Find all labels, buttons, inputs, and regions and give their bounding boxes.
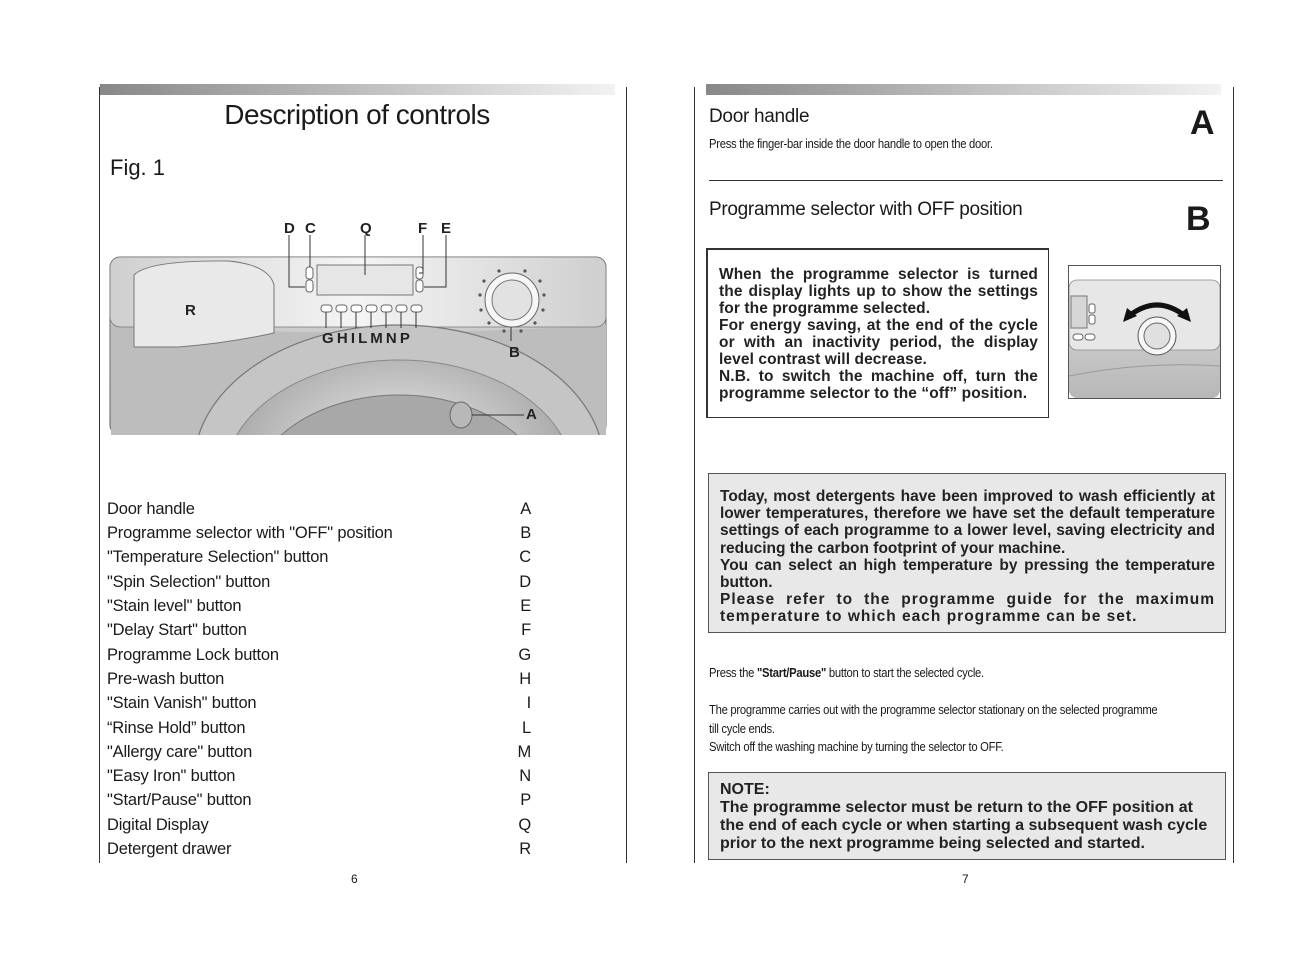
control-label: "Spin Selection" button	[107, 573, 271, 591]
page-number-right: 7	[962, 872, 969, 886]
control-letter: B	[520, 524, 531, 542]
page-title: Description of controls	[224, 99, 490, 130]
cycle-text-line-2: till cycle ends.	[709, 722, 775, 736]
section-letter-b: B	[1186, 200, 1211, 238]
start-text-prefix: Press the	[709, 666, 757, 680]
door-handle-text: Press the finger-bar inside the door handle to open the door.	[709, 137, 993, 151]
control-letter: G	[518, 646, 531, 664]
washing-machine-illustration	[109, 215, 609, 435]
callout-c: C	[305, 220, 316, 237]
figure-label: Fig. 1	[110, 155, 166, 180]
right-page-border-right	[1233, 87, 1234, 863]
callout-e: E	[441, 220, 452, 237]
detergent-note-line: Today, most detergents have been improved to wash efficiently at lower temperatures, therefore we have set the default temperature settings of each programme to a lower level, saving electricity and reducing the carbon footprint of your machine.	[720, 488, 1215, 557]
control-label: "Stain Vanish" button	[107, 694, 257, 712]
list-item	[107, 719, 531, 743]
callout-r: R	[185, 302, 196, 319]
callout-row-ghilmnp: G H I L M N P	[322, 330, 410, 347]
control-letter: C	[519, 548, 531, 566]
list-item	[107, 500, 531, 524]
list-item	[107, 573, 531, 597]
control-letter: P	[520, 791, 531, 809]
door-handle-title: Door handle	[709, 106, 810, 127]
control-label: Programme Lock button	[107, 646, 279, 664]
control-label: "Start/Pause" button	[107, 791, 252, 809]
control-letter: H	[519, 670, 531, 688]
control-label: Pre-wash button	[107, 670, 225, 688]
control-label: "Easy Iron" button	[107, 767, 236, 785]
right-header-bar	[706, 84, 1221, 95]
control-letter: Q	[518, 816, 531, 834]
control-letter: D	[519, 573, 531, 591]
control-label: “Rinse Hold” button	[107, 719, 246, 737]
control-letter: M	[517, 743, 531, 761]
cycle-text-line-1: The programme carries out with the programme selector stationary on the selected programme	[709, 703, 1158, 717]
list-item	[107, 597, 531, 621]
start-text-suffix: button to start the selected cycle.	[826, 666, 984, 680]
note-heading: NOTE:	[720, 781, 770, 798]
left-header-bar	[100, 84, 615, 95]
list-item	[107, 670, 531, 694]
list-item	[107, 791, 531, 815]
control-label: "Allergy care" button	[107, 743, 253, 761]
control-letter: I	[526, 694, 531, 712]
start-pause-instruction	[709, 666, 984, 680]
control-label: "Delay Start" button	[107, 621, 247, 639]
control-panel-figure	[109, 215, 609, 435]
left-page-border-left	[99, 87, 100, 863]
selector-dial-image	[1068, 265, 1221, 399]
cycle-text-line-3: Switch off the washing machine by turning the selector to OFF.	[709, 740, 1004, 754]
list-item	[107, 767, 531, 791]
list-item	[107, 548, 531, 572]
list-item	[107, 621, 531, 645]
callout-q: Q	[360, 220, 372, 237]
selector-info-box	[706, 248, 1049, 418]
start-text-bold: "Start/Pause"	[756, 666, 827, 680]
left-page-border-right	[626, 87, 627, 863]
list-item	[107, 694, 531, 718]
callout-b: B	[509, 344, 520, 361]
list-item	[107, 840, 531, 864]
note-box	[708, 772, 1226, 860]
selector-info-line: When the programme selector is turned the display lights up to show the settings for the programme selected.	[719, 266, 1038, 317]
control-label: Digital Display	[107, 816, 209, 834]
control-letter: R	[519, 840, 531, 858]
selector-title: Programme selector with OFF position	[709, 199, 1023, 220]
selector-info-line: For energy saving, at the end of the cycle or with an inactivity period, the display level contrast will decrease.	[719, 317, 1038, 368]
control-label: Detergent drawer	[107, 840, 232, 858]
control-label: "Stain level" button	[107, 597, 242, 615]
control-letter: L	[522, 719, 531, 737]
control-label: "Temperature Selection" button	[107, 548, 329, 566]
callout-d: D	[284, 220, 295, 237]
detergent-note-line: You can select an high temperature by pressing the temperature button.	[720, 556, 1215, 592]
control-letter: E	[520, 597, 531, 615]
control-label: Door handle	[107, 500, 195, 518]
section-letter-a: A	[1190, 104, 1215, 142]
list-item	[107, 743, 531, 767]
callout-a: A	[526, 406, 537, 423]
callout-f: F	[418, 220, 428, 237]
right-page-border-left	[694, 87, 695, 863]
control-label: Programme selector with "OFF" position	[107, 524, 393, 542]
detergent-note-line: Please refer to the programme guide for the maximum temperature to which each programme can be set.	[720, 591, 1215, 626]
page-number-left: 6	[351, 872, 358, 886]
control-letter: N	[519, 767, 531, 785]
control-letter: F	[521, 621, 531, 639]
control-letter: A	[520, 500, 531, 518]
list-item	[107, 816, 531, 840]
section-divider	[709, 180, 1223, 181]
detergent-temperature-note	[708, 473, 1226, 633]
note-text: The programme selector must be return to the OFF position at the end of each cycle or when starting a subsequent wash cycle prior to the next programme being selected and started.	[720, 799, 1208, 852]
dial-rotation-illustration	[1069, 266, 1220, 398]
list-item	[107, 646, 531, 670]
selector-info-line: N.B. to switch the machine off, turn the programme selector to the “off” position.	[719, 368, 1038, 402]
list-item	[107, 524, 531, 548]
